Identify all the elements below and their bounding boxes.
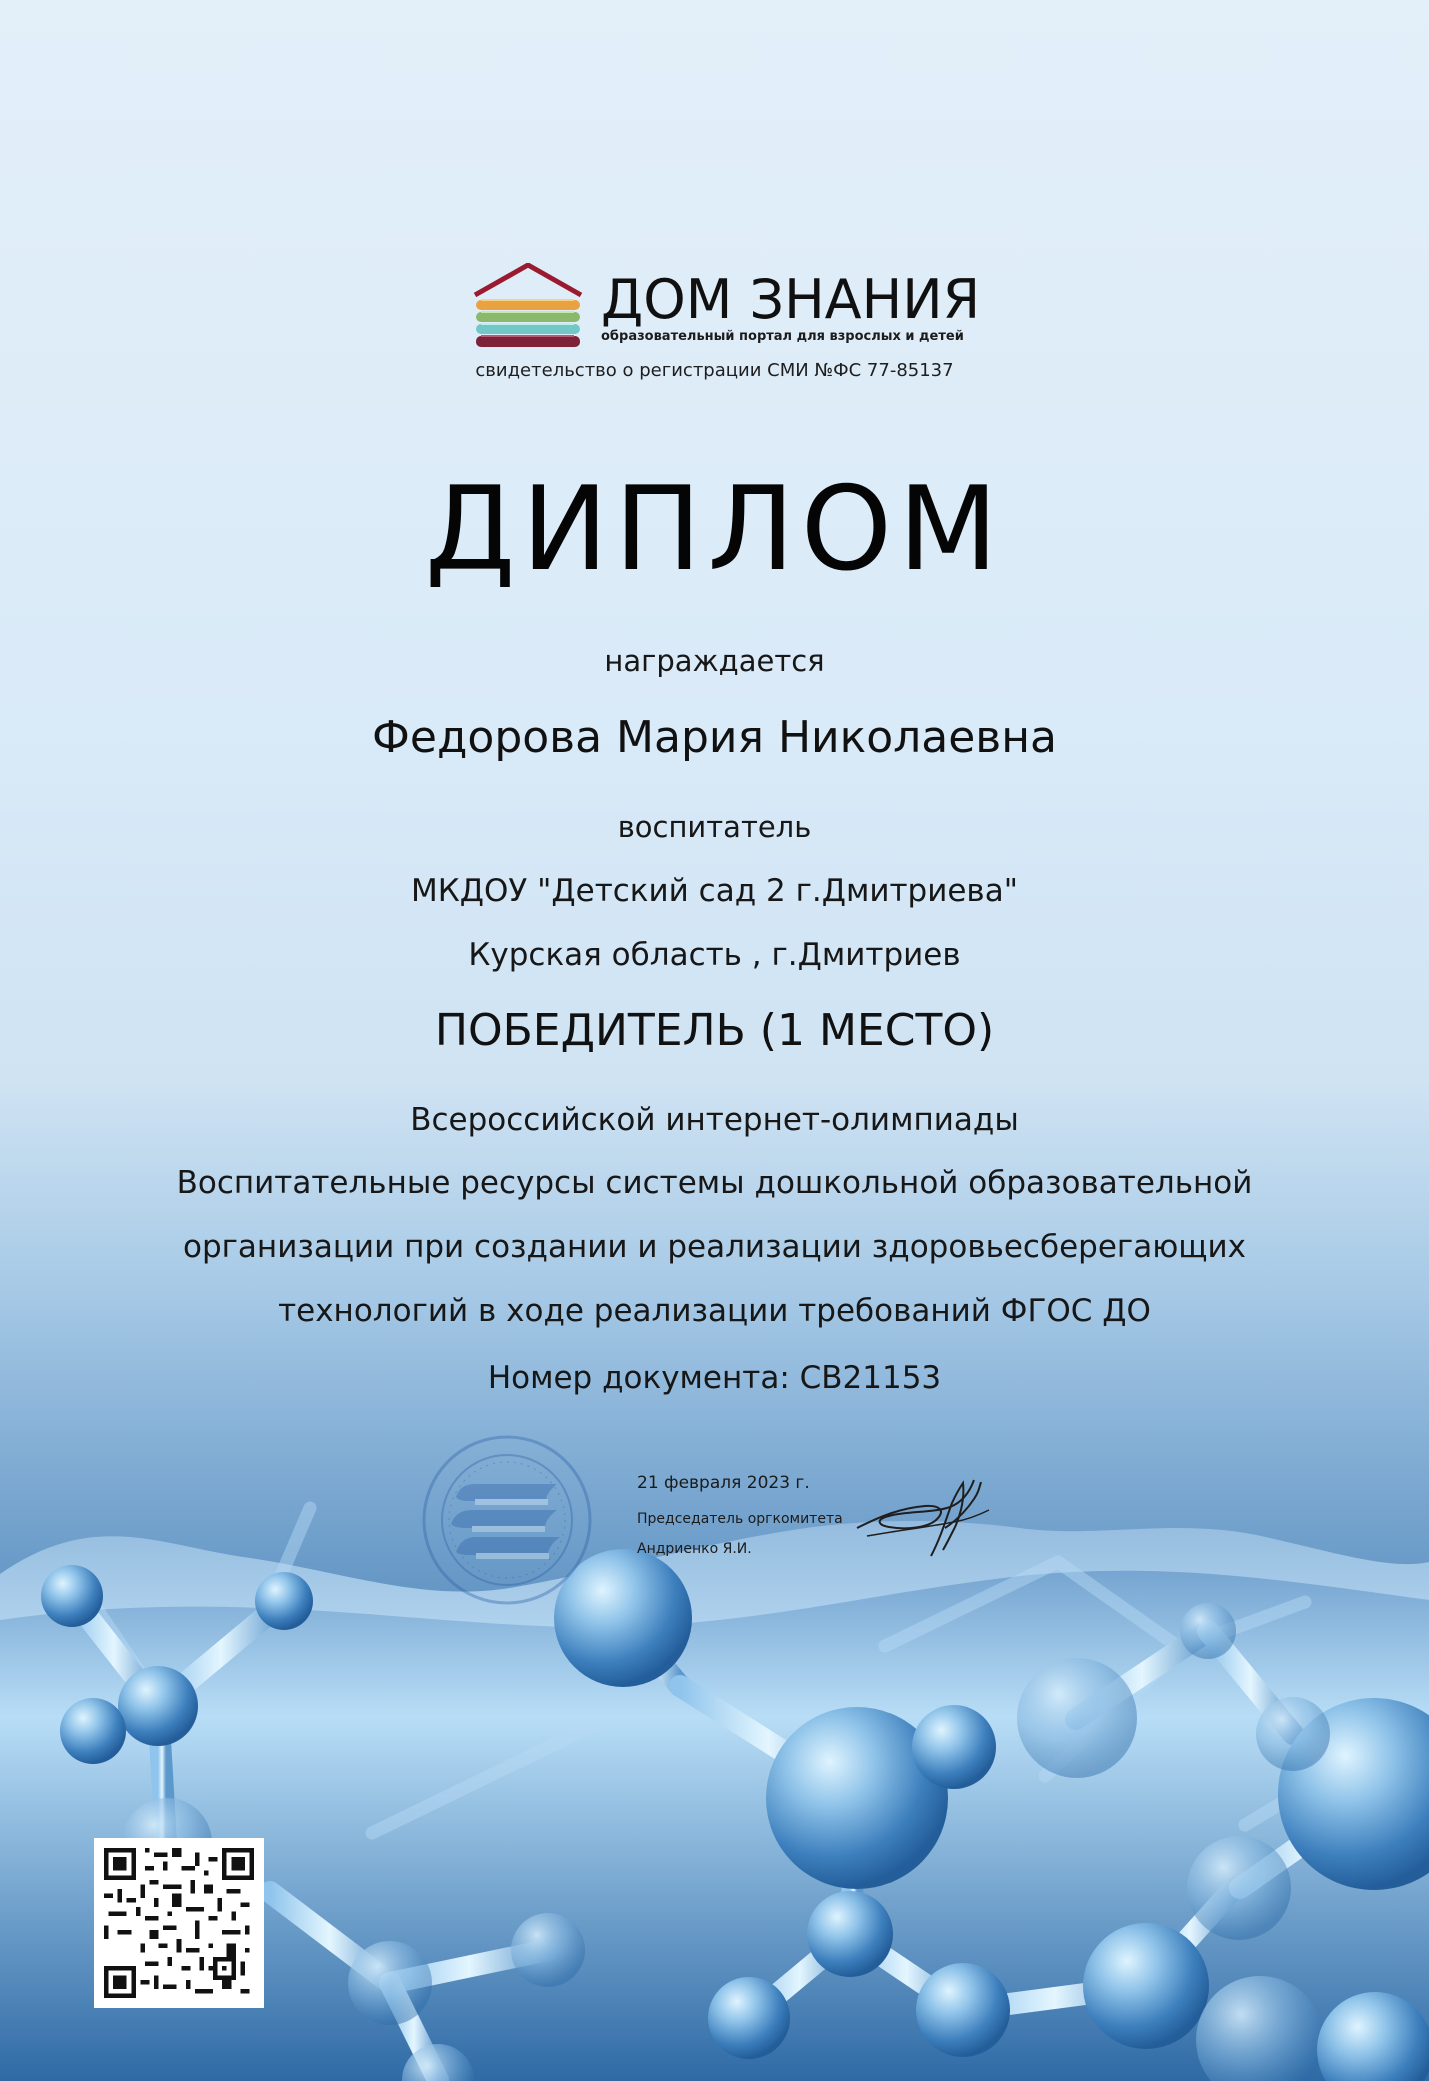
portal-logo-title: ДОМ ЗНАНИЯ [601,268,981,331]
document-number: Номер документа: СВ21153 [487,1360,942,1396]
house-books-logo-icon [473,263,583,355]
awarded-label: награждается [604,644,825,678]
official-stamp [420,1433,595,1608]
chair-label: Председатель оргкомитета [637,1511,843,1527]
event-description-line: технологий в ходе реализации требований ФГОС ДО [278,1293,1151,1329]
book-stack-stamp-icon [451,1484,560,1559]
diploma-title: ДИПЛОМ [424,462,1005,597]
event-description-line: Воспитательные ресурсы системы дошкольной образовательной [176,1165,1253,1201]
event-description-line: организации при создании и реализации здоровьесберегающих [183,1229,1246,1265]
recipient-name: Федорова Мария Николаевна [372,712,1057,763]
award-rank: ПОБЕДИТЕЛЬ (1 МЕСТО) [434,1005,995,1056]
handwritten-signature-icon [853,1473,993,1563]
signature-date: 21 февраля 2023 г. [637,1473,810,1493]
portal-logo-subtitle: образовательный портал для взрослых и детей [601,329,964,344]
recipient-region: Курская область , г.Дмитриев [468,937,961,973]
qr-code-icon [104,1848,254,1998]
chair-name: Андриенко Я.И. [637,1541,752,1557]
recipient-position: воспитатель [617,810,812,844]
recipient-organization: МКДОУ "Детский сад 2 г.Дмитриева" [411,873,1018,909]
qr-code [94,1838,264,2008]
event-title: Всероссийской интернет-олимпиады [410,1102,1019,1138]
media-registration-text: свидетельство о регистрации СМИ №ФС 77-85137 [475,360,954,381]
